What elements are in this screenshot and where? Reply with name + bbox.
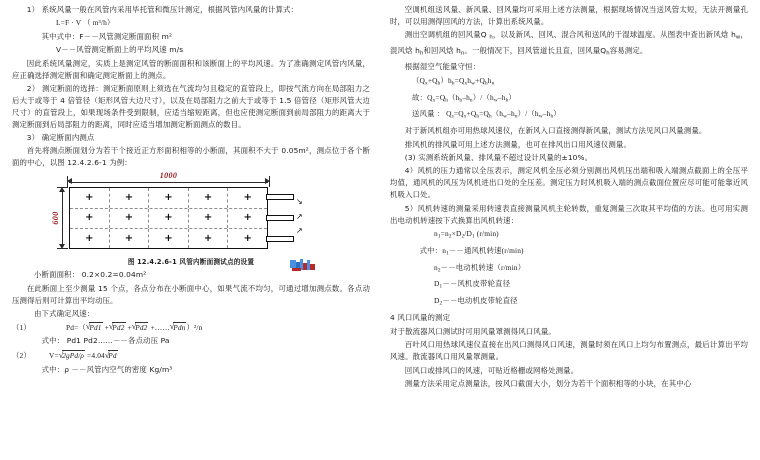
measurement-point: +	[109, 188, 149, 207]
leader-arrow-icon: ↗	[296, 226, 303, 236]
paragraph: 3） 确定断面内测点	[26, 133, 95, 143]
dimension-label-width: 1000	[159, 170, 178, 180]
arrow-head-left-icon	[67, 178, 72, 184]
formula-supply-air: 送风量 ： $Q_s=Q_x+Q_h=Q_h(h_w-h_n)/(h_w-h_h)$	[412, 109, 561, 120]
measurement-point: +	[109, 229, 149, 248]
right-column	[380, 4, 754, 460]
paragraph: 因此系统风量测定，实质上是测定风管的断面面积和该断面上的平均风速。为了准确测定风管内风量，应正确选择测定断面和确定测定断面上的测点。	[12, 58, 370, 80]
leader-arrow-icon: ↘	[296, 197, 303, 207]
pitot-probe	[266, 215, 294, 221]
duct-row	[70, 228, 267, 248]
paragraph: 在此断面上至少测量 15 个点，各点分布在小断面中心，如果气流不均匀，可通过增加测点数。各点动压测得后则可计算出平均动压。	[12, 283, 370, 305]
measurement-point: +	[85, 212, 94, 224]
formula-label: Pd	[66, 322, 75, 332]
paragraph-with-subscripts: 测出空调机组的回风量Q $_h$，以及新风、回风、混合风和送风的干湿球温度。从图表中查出新风焓 $h_w$，混风焓 $h_h$和回风焓 $h_n$。一般情况下，回风管道长且直，回风量$Q_h$容易测定。	[390, 30, 748, 56]
figure-caption: 图 12.4.2.6-1 风管内断面测试点的设置	[127, 258, 255, 267]
paragraph: 2） 测定断面的选择：测定断面原则上须选在气流均匀且稳定的直管段上，即按气流方向在局部阻力之后大于或等于 4 倍管径（矩形风管大边尺寸），以及在局部阻力之前大于或等于 1.5 倍管径（矩形风管大边尺寸）的直管段上，如果现场条件受到限制，应适当缩短距离，但也应使测定断面到前局部阻力的距离大于测定断面到后局部阻力的距离，同时应适当增加测定断面测点的数目。	[12, 83, 370, 129]
measurement-point: +	[227, 209, 267, 228]
sqrt-term: √ 2gPd/ρ	[62, 350, 85, 360]
watermark-logo-icon	[290, 259, 318, 272]
paragraph: 小断面面积： 0.2×0.2=0.04m²	[34, 270, 147, 280]
paragraph: V－－风管测定断面上的平均风速 m/s	[56, 45, 184, 55]
paragraph: 空调机组送风量、新风量、回风量均可采用上述方法测量，根据现场情况当送风管太短，无法开测量孔时，可以用测得回风的方法，计算出系统风量。	[390, 5, 748, 26]
sqrt-term: √ Pd2	[135, 322, 148, 332]
paragraph: 对于散流器风口测试时可用风量罩测得风口风量。	[390, 326, 556, 336]
measurement-point: +	[85, 191, 94, 203]
measurement-point: +	[188, 229, 228, 248]
left-column	[6, 4, 380, 460]
equation-number: （1）	[12, 322, 31, 332]
sqrt-term: √ Pd1	[89, 322, 102, 332]
paragraph: 百叶风口用热球风速仪直接在出风口测得风口风速，测量时须在风口上均匀布置测点，最后计算出平均风速。散流器风口用风量罩测量。	[390, 340, 748, 362]
paragraph: 由下式确定风速：	[34, 309, 95, 318]
paragraph: 首先将测点断面划分为若干个接近正方形面积相等的小断面，其面积不大于 0.05m²，测点位于各个断面的中心，以图 12.4.2.6-1 为例：	[12, 146, 370, 168]
formula-ellipsis: ……	[154, 322, 170, 332]
measurement-point: +	[109, 209, 149, 228]
leader-arrow-icon: ↗	[296, 212, 303, 222]
paragraph: 式中： Pd1 Pd2……－－各点动压 Pa	[41, 336, 170, 346]
paragraph: 测量方法采用定点测量法，按风口截面大小，划分为若干个面积相等的小块，在其中心	[404, 378, 692, 388]
paragraph: (3) 实测系统新风量、排风量不超过设计风量的±10%。	[404, 153, 593, 163]
measurement-point: +	[188, 209, 228, 228]
arrow-head-right-icon	[265, 178, 270, 184]
paragraph: 1） 系统风量一般在风管内采用毕托管和微压计测定，根据风管内风量的计算式：	[26, 5, 299, 14]
section-heading: 4 风口风量的测定	[390, 313, 451, 323]
measurement-point: +	[227, 229, 267, 248]
duct-cross-section	[69, 187, 268, 249]
paragraph: 回风口或排风口的风速，可贴近格栅或网格处测量。	[404, 365, 579, 375]
formula-fresh-air: 故：$Q_x=Q_h(h_h-h_n)/(h_w-h_h)$	[412, 92, 516, 103]
duct-row	[70, 208, 267, 228]
measurement-point: +	[188, 188, 228, 207]
formula-airflow: L=F · V （ m³/h）	[56, 18, 115, 28]
formula-tail: ）²/n	[186, 322, 203, 332]
dimension-top	[67, 170, 270, 186]
paragraph: 根据湿空气能量守恒：	[404, 62, 481, 72]
formula-velocity	[12, 350, 370, 362]
measurement-point: +	[85, 232, 94, 244]
pitot-probe	[266, 236, 294, 242]
paragraph: 式中：ρ －－风管内空气的密度 Kg/m³	[41, 364, 173, 374]
formula-average-dynamic-pressure: （1） Pd=（ √ Pd1 + √ Pd2 + √ Pd2 +…… √ Pdn）²/n	[12, 322, 370, 334]
formula-mid: =4.04	[87, 351, 105, 361]
legend-fan-pulley: $D_1--$风机皮带轮直径	[434, 279, 511, 290]
dimension-left	[51, 187, 67, 249]
arrow-head-up-icon	[59, 187, 65, 192]
formula-equals: =（	[74, 322, 86, 332]
paragraph: 对于新风机组亦可用热球风速仪，在新风入口直接测得新风量，测试方法见风口风量测量。	[404, 126, 707, 136]
sqrt-term: √ Pdn	[173, 322, 186, 332]
probe-group	[266, 187, 314, 249]
legend-motor-speed: $n_2--$电动机转速（r/min）	[434, 262, 526, 273]
paragraph: 5）风机转速的测量采用转速表直接测量风机主轮转数，重复测量三次取其平均值的方法。也可用实测出电动机转速按下式换算出风机转速：	[390, 203, 748, 225]
sqrt-term: √ Pd	[108, 350, 117, 360]
paragraph: 排风机的排风量可用上述方法测量，也可在排风出口用风速仪测量。	[404, 139, 632, 149]
dimension-line	[62, 189, 63, 247]
measurement-point: +	[148, 209, 188, 228]
paragraph: 其中式中：F－－风管测定断面面积 m²	[41, 31, 173, 41]
sqrt-term: √ Pd2	[112, 322, 125, 332]
pitot-probe	[266, 194, 294, 200]
formula-fan-speed: $n_1=n_2\times D_2/D_1$ (r/min)	[434, 228, 499, 240]
dimension-label-height: 600	[51, 211, 61, 225]
legend-fan-speed: 式中：$n_1--$通风机转速(r/min)	[419, 245, 524, 257]
duct-row	[70, 188, 267, 207]
paragraph: 4）风机的压力通常以全压表示，测定风机全压必须分别测出风机压出端和吸入端测点截面上的全压平均值，通风机的风压为风机进出口处的全压差。测定压力时风机吸入端的测点截面位置应尽可能可能靠近风机吸入口处。	[390, 166, 748, 200]
measurement-point: +	[148, 188, 188, 207]
formula-label: V=	[49, 351, 59, 361]
equation-number: （2）	[12, 351, 31, 361]
measurement-point: +	[227, 188, 267, 207]
legend-motor-pulley: $D_2--$电动机皮带轮直径	[434, 296, 518, 307]
dimension-line	[69, 182, 268, 183]
figure-duct-measurement	[12, 170, 370, 267]
figure-drawing	[48, 170, 316, 253]
measurement-point: +	[148, 229, 188, 248]
formula-energy-balance: $(Q_x+Q_h)h_h=Q_xh_w+Q_hh_n$	[412, 75, 495, 87]
arrow-head-down-icon	[59, 244, 65, 249]
